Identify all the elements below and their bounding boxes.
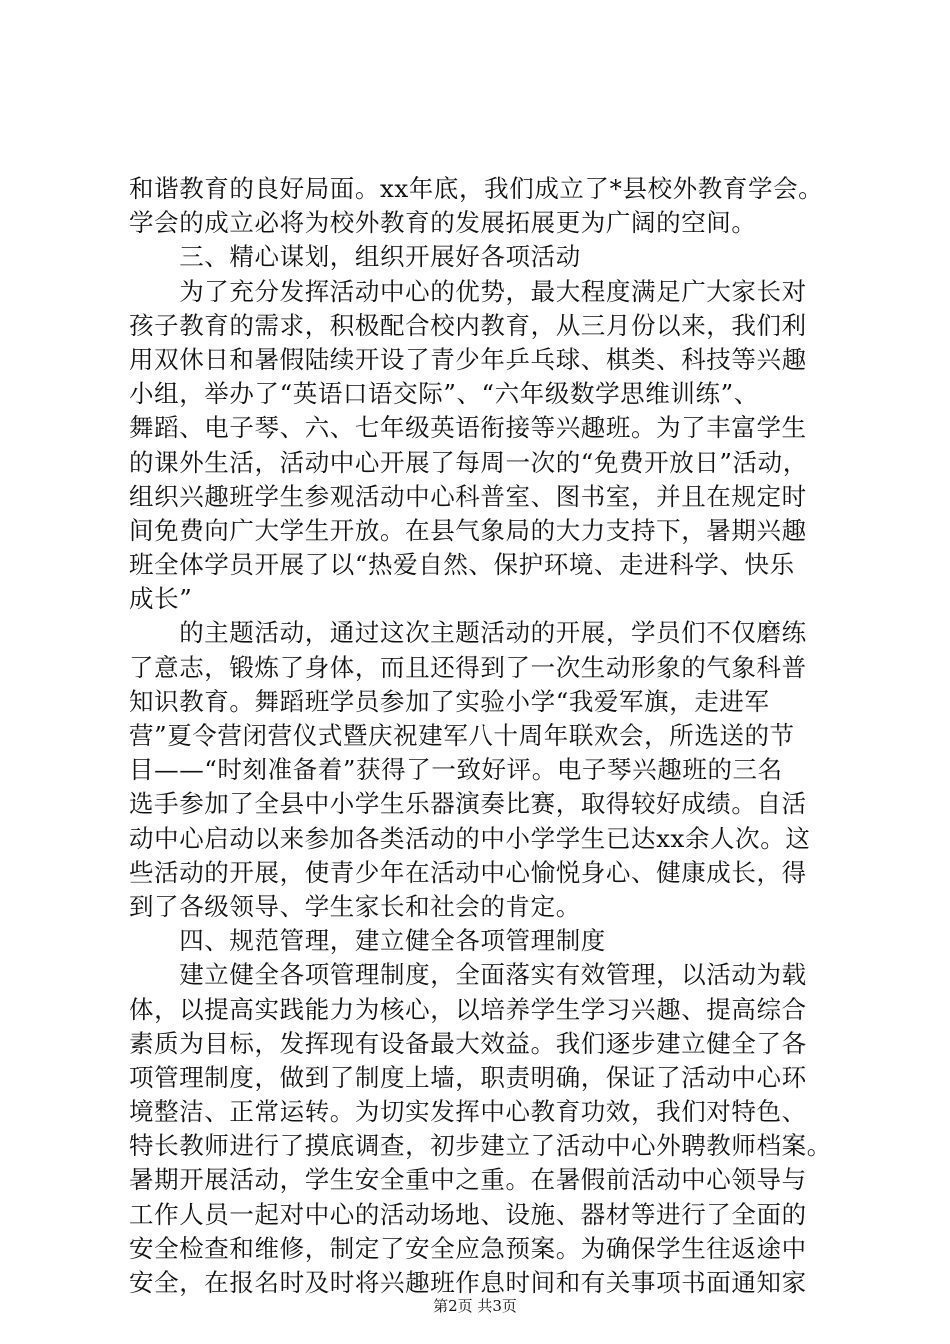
text-line: 成长” — [129, 584, 193, 614]
text-line: 孩子教育的需求，积极配合校内教育，从三月份以来，我们利 — [129, 310, 807, 340]
text-line: 暑期开展活动，学生安全重中之重。在暑假前活动中心领导与 — [129, 1165, 807, 1195]
text-line: 的主题活动，通过这次主题活动的开展，学员们不仅磨练 — [129, 618, 807, 648]
text-line: 素质为目标，发挥现有设备最大效益。我们逐步建立健全了各 — [129, 1028, 807, 1058]
text-line: 舞蹈、电子琴、六、七年级英语衔接等兴趣班。为了丰富学生 — [129, 413, 807, 443]
text-line: 的课外生活，活动中心开展了每周一次的“免费开放日”活动， — [129, 447, 808, 477]
text-line: 体，以提高实践能力为核心，以培养学生学习兴趣、提高综合 — [129, 994, 807, 1024]
page-indicator: 第2页 共3页 — [433, 1297, 517, 1315]
text-line: 安全检查和维修，制定了安全应急预案。为确保学生往返途中 — [129, 1233, 807, 1263]
text-line: 了意志，锻炼了身体，而且还得到了一次生动形象的气象科普 — [129, 652, 807, 682]
section-heading: 三、精心谋划，组织开展好各项活动 — [129, 242, 581, 272]
text-line: 工作人员一起对中心的活动场地、设施、器材等进行了全面的 — [129, 1199, 807, 1229]
text-line: 选手参加了全县中小学生乐器演奏比赛，取得较好成绩。自活 — [129, 789, 807, 819]
text-line: 项管理制度，做到了制度上墙，职责明确，保证了活动中心环 — [129, 1062, 807, 1092]
text-line: 间免费向广大学生开放。在县气象局的大力支持下，暑期兴趣 — [129, 515, 807, 545]
section-heading: 四、规范管理，建立健全各项管理制度 — [129, 926, 606, 956]
text-line: 营”夏令营闭营仪式暨庆祝建军八十周年联欢会，所选送的节 — [129, 721, 795, 750]
text-line: 为了充分发挥活动中心的优势，最大程度满足广大家长对 — [129, 276, 807, 306]
text-line: 到了各级领导、学生家长和社会的肯定。 — [129, 891, 581, 921]
text-line: 用双休日和暑假陆续开设了青少年乒乓球、棋类、科技等兴趣 — [129, 344, 807, 374]
page-footer — [0, 1296, 950, 1316]
text-line: 动中心启动以来参加各类活动的中小学学生已达xx余人次。这 — [129, 823, 811, 853]
text-line: 班全体学员开展了以“热爱自然、保护环境、走进科学、快乐 — [129, 550, 795, 580]
document-body — [129, 172, 832, 1300]
text-line: 目——“时刻准备着”获得了一致好评。电子琴兴趣班的三名 — [129, 755, 783, 785]
text-line: 些活动的开展，使青少年在活动中心愉悦身心、健康成长，得 — [129, 857, 807, 887]
text-line: 学会的成立必将为校外教育的发展拓展更为广阔的空间。 — [129, 208, 757, 238]
text-line: 知识教育。舞蹈班学员参加了实验小学“我爱军旗，走进军 — [129, 686, 770, 716]
text-line: 组织兴趣班学生参观活动中心科普室、图书室，并且在规定时 — [129, 481, 807, 511]
text-line: 安全，在报名时及时将兴趣班作息时间和有关事项书面通知家 — [129, 1268, 807, 1297]
text-line: 特长教师进行了摸底调查，初步建立了活动中心外聘教师档案。 — [129, 1131, 832, 1161]
text-line: 和谐教育的良好局面。xx年底，我们成立了*县校外教育学会。 — [129, 174, 824, 203]
text-line: 小组，举办了“英语口语交际”、“六年级数学思维训练”、 — [129, 379, 759, 409]
text-line: 境整洁、正常运转。为切实发挥中心教育功效，我们对特色、 — [129, 1097, 807, 1127]
text-line: 建立健全各项管理制度，全面落实有效管理，以活动为载 — [129, 960, 807, 990]
